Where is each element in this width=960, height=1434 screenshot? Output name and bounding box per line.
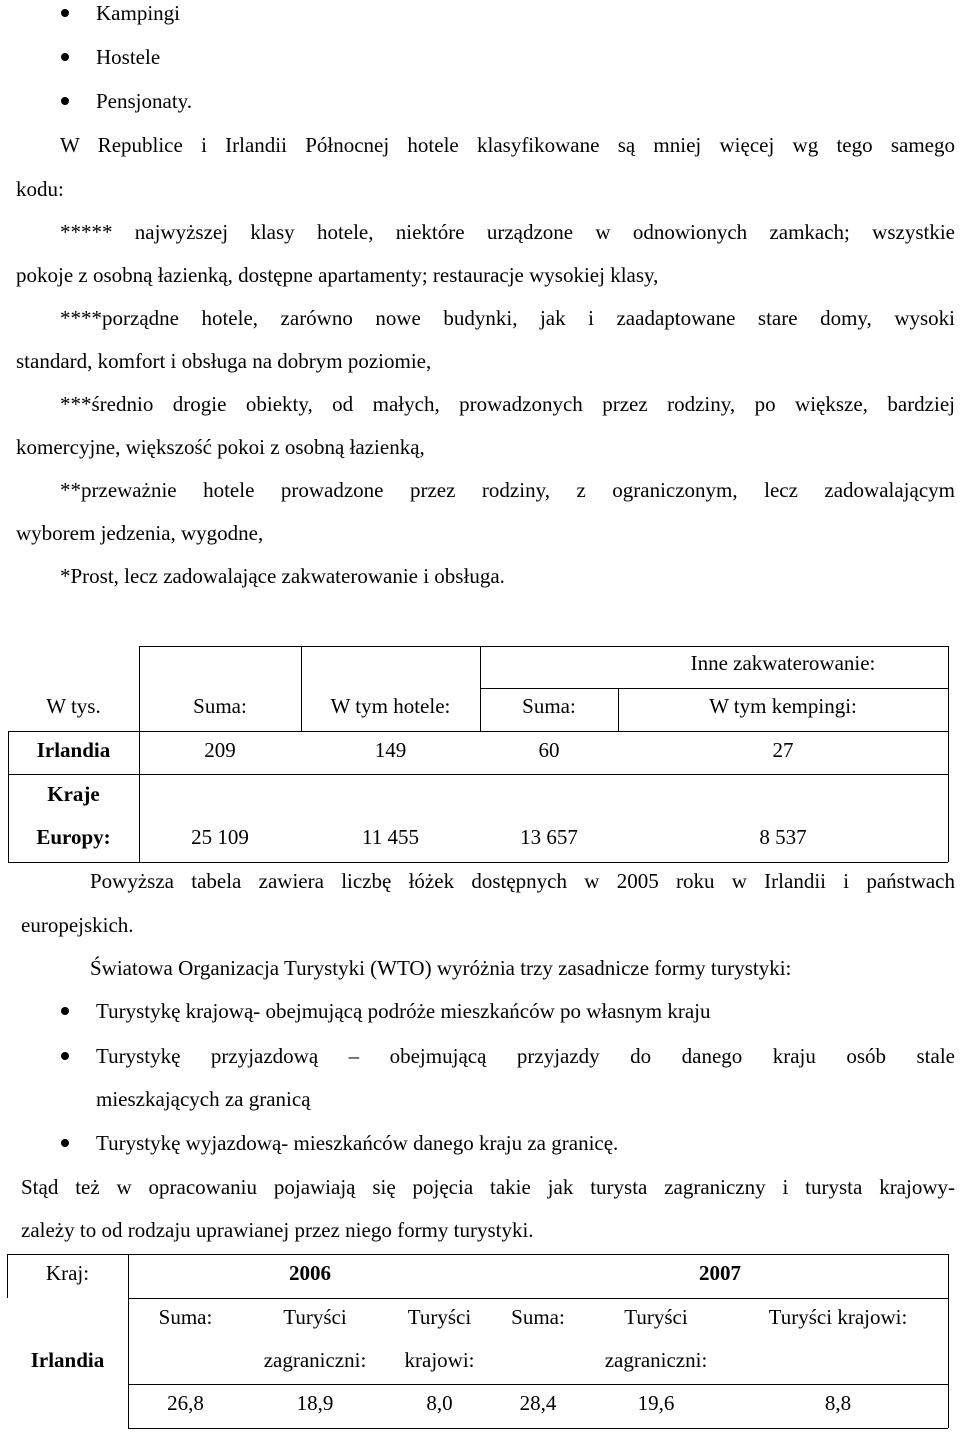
table-header-cell: W tym kempingi: (709, 694, 857, 718)
rating-two-line: wyborem jedzenia, wygodne, (16, 521, 264, 545)
table-cell: 27 (772, 738, 794, 762)
list-item: Turystykę krajową- obejmującą podróże mieszkańców po własnym kraju (96, 999, 711, 1023)
table-cell: 8 537 (759, 825, 807, 849)
table-header-cell: Suma: (158, 1305, 213, 1329)
table-header-cell: Kraj: (45, 1261, 90, 1285)
table-header-cell: Turyści (624, 1305, 688, 1329)
table-caption: europejskich. (21, 913, 134, 937)
bullet-icon (61, 1007, 69, 1015)
wto-intro: Światowa Organizacja Turystyki (WTO) wyróżnia trzy zasadnicze formy turystyki: (90, 956, 792, 980)
rating-three-line: komercyjne, większość pokoi z osobną łazienką, (16, 435, 425, 459)
table-header-cell: zagraniczni: (604, 1348, 708, 1372)
rating-two-line: **przeważnie hotele prowadzone przez rodziny, z ograniczonym, lecz zadowalającym (60, 478, 955, 502)
list-item: Pensjonaty. (96, 89, 193, 113)
table-cell: 60 (538, 738, 560, 762)
bullet-icon (61, 1052, 69, 1060)
table-cell: 28,4 (519, 1391, 557, 1415)
table-row-label: Irlandia (36, 738, 111, 762)
table-group-header: Inne zakwaterowanie: (690, 651, 876, 675)
table-cell: 8,0 (426, 1391, 453, 1415)
bullet-icon (61, 53, 69, 61)
table-cell: 25 109 (191, 825, 249, 849)
rating-three-line: ***średnio drogie obiekty, od małych, prowadzonych przez rodziny, po większe, bardziej (60, 392, 955, 416)
rating-five-line: pokoje z osobną łazienką, dostępne apartamenty; restauracje wysokiej klasy, (16, 263, 659, 287)
table-cell: 18,9 (296, 1391, 334, 1415)
intro-line: W Republice i Irlandii Północnej hotele klasyfikowane są mniej więcej wg tego samego (60, 133, 955, 157)
table-cell: 26,8 (167, 1391, 204, 1415)
table-row-label: Europy: (36, 825, 111, 849)
list-item: Turystykę przyjazdową – obejmującą przyjazdy do danego kraju osób stale (96, 1044, 955, 1068)
table-cell: 209 (204, 738, 236, 762)
table-caption: Powyższa tabela zawiera liczbę łóżek dostępnych w 2005 roku w Irlandii i państwach (90, 869, 955, 893)
list-item: Kampingi (96, 1, 180, 25)
bullet-icon (61, 97, 69, 105)
rating-five-line: ***** najwyższej klasy hotele, niektóre urządzone w odnowionych zamkach; wszystkie (60, 220, 955, 244)
list-item: mieszkających za granicą (96, 1087, 311, 1111)
list-item: Turystykę wyjazdową- mieszkańców danego kraju za granicę. (96, 1131, 619, 1155)
bullet-icon (61, 1139, 69, 1147)
table-cell: 13 657 (520, 825, 578, 849)
intro-line: kodu: (16, 177, 64, 201)
table-row-label: Irlandia (30, 1348, 105, 1372)
table-cell: 149 (374, 738, 407, 762)
bullet-icon (61, 9, 69, 17)
table-cell: 11 455 (362, 825, 419, 849)
table-header-cell: Turyści (407, 1305, 472, 1329)
rating-four-line: ****porządne hotele, zarówno nowe budynki, jak i zaadaptowane stare domy, wysoki (60, 306, 955, 330)
rating-four-line: standard, komfort i obsługa na dobrym poziomie, (16, 349, 432, 373)
conclusion-line: zależy to od rodzaju uprawianej przez niego formy turystyki. (21, 1218, 534, 1242)
conclusion-line: Stąd też w opracowaniu pojawiają się pojęcia takie jak turysta zagraniczny i turysta krajowy- (21, 1175, 955, 1199)
table-header-cell: W tym hotele: (330, 694, 451, 718)
table-header-cell: Suma: (511, 1305, 565, 1329)
table-header-cell: Suma: (522, 694, 576, 718)
rating-one-line: *Prost, lecz zadowalające zakwaterowanie i obsługa. (60, 564, 505, 588)
table-header-cell: Suma: (193, 694, 247, 718)
table-header-cell: Turyści (283, 1305, 347, 1329)
table-header-cell: Turyści krajowi: (768, 1305, 908, 1329)
table-cell: 8,8 (824, 1391, 852, 1415)
table-header-cell: krajowi: (404, 1348, 475, 1372)
table-header-cell: W tys. (46, 694, 101, 718)
table-header-cell: zagraniczni: (263, 1348, 367, 1372)
table-cell: 19,6 (637, 1391, 675, 1415)
year-header: 2006 (289, 1261, 331, 1285)
table-row-label: Kraje (47, 782, 100, 806)
year-header: 2007 (699, 1261, 741, 1285)
list-item: Hostele (96, 45, 161, 69)
